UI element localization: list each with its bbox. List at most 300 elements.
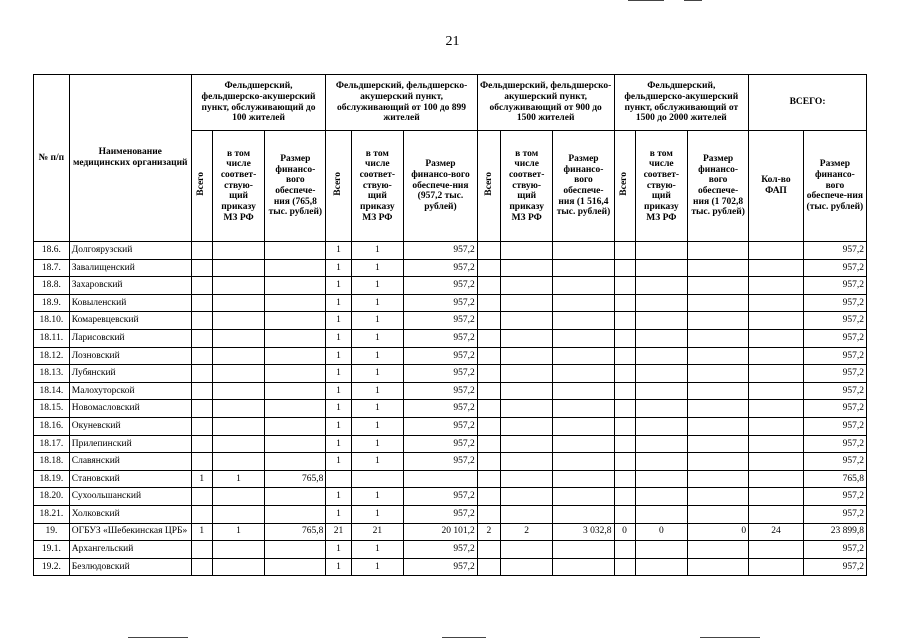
cell-value	[688, 558, 749, 576]
cell-value	[614, 505, 635, 523]
cell-value: 20 101,2	[404, 523, 478, 541]
cell-value: 957,2	[404, 541, 478, 559]
org-name: Прилепинский	[69, 435, 191, 453]
cell-value	[212, 347, 265, 365]
cell-value	[614, 329, 635, 347]
cell-value	[500, 541, 553, 559]
cell-value	[265, 505, 326, 523]
header-group-1: Фельдшерский, фельдшерско-акушерский пункт, обслуживающий до 100 жителей	[191, 75, 326, 131]
table-row	[34, 505, 867, 523]
header-row-groups	[34, 75, 867, 131]
row-number: 18.10.	[34, 312, 70, 330]
cell-value: 1	[326, 259, 351, 277]
header-num: № п/п	[34, 75, 70, 242]
cell-value: 957,2	[404, 453, 478, 471]
header-kol-fap: Кол-во ФАП	[749, 131, 804, 242]
cell-value	[749, 470, 804, 488]
cell-value	[265, 259, 326, 277]
row-total: 957,2	[803, 347, 866, 365]
cell-value	[749, 435, 804, 453]
org-name: Становский	[69, 470, 191, 488]
header-vtom-4: в том числе соответ-ствую-щий приказу МЗ РФ	[635, 131, 688, 242]
cell-value	[500, 347, 553, 365]
cell-value	[635, 541, 688, 559]
cell-value	[265, 541, 326, 559]
cell-value	[614, 312, 635, 330]
cell-value	[635, 347, 688, 365]
table-row	[34, 488, 867, 506]
cell-value	[212, 312, 265, 330]
row-total: 957,2	[803, 312, 866, 330]
cell-value: 0	[688, 523, 749, 541]
header-org: Наименование медицинских организаций	[69, 75, 191, 242]
cell-value	[635, 435, 688, 453]
row-total: 765,8	[803, 470, 866, 488]
table-row	[34, 347, 867, 365]
row-number: 18.6.	[34, 242, 70, 260]
cell-value	[614, 435, 635, 453]
cell-value	[212, 400, 265, 418]
cell-value	[265, 417, 326, 435]
cell-value	[477, 488, 500, 506]
cell-value	[500, 312, 553, 330]
row-total: 957,2	[803, 400, 866, 418]
cell-value	[265, 329, 326, 347]
row-number: 18.12.	[34, 347, 70, 365]
cell-value: 1	[191, 470, 212, 488]
cell-value	[614, 453, 635, 471]
row-number: 19.	[34, 523, 70, 541]
header-vtom-1: в том числе соответ-ствую-щий приказу МЗ РФ	[212, 131, 265, 242]
header-vsego-3	[477, 131, 500, 242]
cell-value	[749, 347, 804, 365]
cell-value: 1	[326, 242, 351, 260]
cell-value	[212, 417, 265, 435]
cell-value	[553, 242, 614, 260]
cell-value: 1	[351, 488, 404, 506]
cell-value	[635, 382, 688, 400]
cell-value: 2	[500, 523, 553, 541]
header-total-fin: Размер финансо-вого обеспече-ния (тыс. рублей)	[803, 131, 866, 242]
row-total: 957,2	[803, 242, 866, 260]
cell-value	[635, 488, 688, 506]
cell-value: 21	[326, 523, 351, 541]
cell-value	[500, 400, 553, 418]
cell-value: 957,2	[404, 505, 478, 523]
cell-value: 21	[351, 523, 404, 541]
cell-value: 1	[326, 400, 351, 418]
org-name: Лозновский	[69, 347, 191, 365]
cell-value: 957,2	[404, 329, 478, 347]
cell-value	[500, 365, 553, 383]
org-name: Славянский	[69, 453, 191, 471]
cell-value	[212, 294, 265, 312]
cell-value	[212, 259, 265, 277]
cell-value	[477, 417, 500, 435]
cell-value	[688, 347, 749, 365]
org-name: Холковский	[69, 505, 191, 523]
org-name: Захаровский	[69, 277, 191, 295]
cell-value	[635, 277, 688, 295]
row-total: 957,2	[803, 382, 866, 400]
cell-value	[500, 417, 553, 435]
header-group-total: ВСЕГО:	[749, 75, 867, 131]
cell-value: 1	[191, 523, 212, 541]
cell-value: 1	[351, 329, 404, 347]
cell-value: 24	[749, 523, 804, 541]
table-row	[34, 541, 867, 559]
org-name: Сухоольшанский	[69, 488, 191, 506]
row-number: 18.18.	[34, 453, 70, 471]
scan-mark	[628, 0, 664, 1]
header-vsego-2	[326, 131, 351, 242]
cell-value	[265, 382, 326, 400]
cell-value: 1	[351, 365, 404, 383]
cell-value	[191, 365, 212, 383]
cell-value	[212, 365, 265, 383]
cell-value	[635, 505, 688, 523]
cell-value	[477, 400, 500, 418]
cell-value	[265, 453, 326, 471]
cell-value	[191, 312, 212, 330]
scan-mark	[700, 637, 760, 638]
cell-value	[749, 277, 804, 295]
header-vtom-2: в том числе соответ-ствую-щий приказу МЗ РФ	[351, 131, 404, 242]
cell-value: 1	[326, 294, 351, 312]
cell-value	[614, 365, 635, 383]
row-total: 23 899,8	[803, 523, 866, 541]
cell-value	[191, 541, 212, 559]
table-row	[34, 417, 867, 435]
cell-value	[688, 488, 749, 506]
cell-value	[477, 435, 500, 453]
cell-value: 1	[326, 312, 351, 330]
cell-value	[191, 347, 212, 365]
cell-value	[191, 329, 212, 347]
cell-value: 1	[351, 277, 404, 295]
cell-value: 0	[614, 523, 635, 541]
table-row	[34, 365, 867, 383]
cell-value	[265, 242, 326, 260]
row-number: 18.17.	[34, 435, 70, 453]
row-number: 18.15.	[34, 400, 70, 418]
financing-table	[33, 74, 867, 576]
row-number: 19.2.	[34, 558, 70, 576]
cell-value: 765,8	[265, 523, 326, 541]
cell-value: 957,2	[404, 435, 478, 453]
cell-value	[614, 558, 635, 576]
header-vsego-label: Всего	[333, 172, 344, 197]
cell-value: 1	[351, 505, 404, 523]
cell-value: 957,2	[404, 312, 478, 330]
cell-value	[553, 259, 614, 277]
cell-value	[212, 435, 265, 453]
cell-value	[688, 400, 749, 418]
cell-value	[688, 435, 749, 453]
cell-value: 1	[351, 541, 404, 559]
cell-value	[477, 294, 500, 312]
cell-value	[500, 558, 553, 576]
cell-value: 1	[326, 488, 351, 506]
table-row	[34, 329, 867, 347]
cell-value: 1	[326, 382, 351, 400]
header-vsego-label: Всего	[483, 172, 494, 197]
cell-value	[635, 400, 688, 418]
cell-value: 1	[326, 347, 351, 365]
header-vsego-4	[614, 131, 635, 242]
table-row	[34, 470, 867, 488]
cell-value	[635, 558, 688, 576]
org-name: Окуневский	[69, 417, 191, 435]
cell-value	[500, 488, 553, 506]
cell-value: 957,2	[404, 558, 478, 576]
cell-value	[191, 558, 212, 576]
cell-value	[553, 417, 614, 435]
table-row	[34, 453, 867, 471]
cell-value	[635, 453, 688, 471]
cell-value	[688, 329, 749, 347]
cell-value: 1	[351, 400, 404, 418]
cell-value: 0	[635, 523, 688, 541]
table-row	[34, 382, 867, 400]
cell-value: 1	[212, 470, 265, 488]
cell-value	[749, 558, 804, 576]
cell-value	[191, 453, 212, 471]
cell-value: 1	[351, 382, 404, 400]
table-row	[34, 435, 867, 453]
cell-value: 957,2	[404, 347, 478, 365]
row-total: 957,2	[803, 453, 866, 471]
cell-value	[500, 505, 553, 523]
cell-value	[191, 259, 212, 277]
cell-value	[553, 435, 614, 453]
cell-value	[500, 294, 553, 312]
cell-value	[553, 400, 614, 418]
row-total: 957,2	[803, 417, 866, 435]
table-row	[34, 259, 867, 277]
cell-value: 1	[326, 505, 351, 523]
cell-value: 957,2	[404, 382, 478, 400]
cell-value	[265, 277, 326, 295]
cell-value	[688, 242, 749, 260]
row-number: 18.9.	[34, 294, 70, 312]
cell-value	[191, 435, 212, 453]
cell-value	[553, 558, 614, 576]
table-row	[34, 277, 867, 295]
cell-value	[553, 541, 614, 559]
cell-value	[477, 505, 500, 523]
row-number: 18.11.	[34, 329, 70, 347]
cell-value: 1	[326, 417, 351, 435]
cell-value	[191, 505, 212, 523]
table-body	[34, 242, 867, 576]
cell-value: 1	[351, 347, 404, 365]
cell-value	[500, 277, 553, 295]
table-row	[34, 400, 867, 418]
cell-value	[749, 488, 804, 506]
cell-value	[749, 382, 804, 400]
cell-value	[688, 277, 749, 295]
cell-value	[688, 470, 749, 488]
cell-value	[553, 347, 614, 365]
cell-value: 1	[326, 329, 351, 347]
header-vsego-label: Всего	[196, 172, 207, 197]
cell-value	[749, 312, 804, 330]
cell-value: 1	[351, 242, 404, 260]
cell-value	[191, 294, 212, 312]
org-name: Новомасловский	[69, 400, 191, 418]
cell-value	[553, 470, 614, 488]
cell-value	[688, 312, 749, 330]
org-name: Ковыленский	[69, 294, 191, 312]
org-name: Лубянский	[69, 365, 191, 383]
cell-value: 1	[212, 523, 265, 541]
cell-value	[212, 382, 265, 400]
header-group-4: Фельдшерский, фельдшерско-акушерский пункт, обслуживающий от 1500 до 2000 жителей	[614, 75, 749, 131]
cell-value	[553, 365, 614, 383]
cell-value	[635, 329, 688, 347]
cell-value: 3 032,8	[553, 523, 614, 541]
cell-value: 957,2	[404, 277, 478, 295]
scan-mark	[442, 637, 486, 638]
cell-value	[749, 400, 804, 418]
cell-value: 1	[351, 435, 404, 453]
cell-value	[191, 242, 212, 260]
cell-value	[191, 400, 212, 418]
cell-value	[477, 312, 500, 330]
cell-value	[477, 259, 500, 277]
cell-value	[688, 294, 749, 312]
cell-value: 957,2	[404, 294, 478, 312]
cell-value	[614, 294, 635, 312]
row-total: 957,2	[803, 505, 866, 523]
cell-value	[635, 365, 688, 383]
cell-value	[265, 558, 326, 576]
row-total: 957,2	[803, 558, 866, 576]
cell-value	[553, 488, 614, 506]
cell-value	[265, 400, 326, 418]
cell-value	[688, 453, 749, 471]
header-vsego-label: Всего	[619, 172, 630, 197]
cell-value	[477, 382, 500, 400]
org-name: Безлюдовский	[69, 558, 191, 576]
cell-value	[265, 294, 326, 312]
cell-value	[614, 347, 635, 365]
cell-value	[477, 453, 500, 471]
cell-value	[477, 329, 500, 347]
cell-value	[614, 259, 635, 277]
header-vsego-1	[191, 131, 212, 242]
cell-value	[477, 541, 500, 559]
cell-value	[688, 505, 749, 523]
cell-value	[553, 382, 614, 400]
cell-value	[614, 277, 635, 295]
cell-value	[688, 417, 749, 435]
cell-value	[477, 558, 500, 576]
cell-value	[749, 541, 804, 559]
row-number: 18.21.	[34, 505, 70, 523]
cell-value	[212, 541, 265, 559]
cell-value	[265, 312, 326, 330]
cell-value	[749, 505, 804, 523]
cell-value	[212, 242, 265, 260]
cell-value	[614, 470, 635, 488]
row-total: 957,2	[803, 259, 866, 277]
org-name: Малохуторской	[69, 382, 191, 400]
cell-value	[688, 365, 749, 383]
cell-value	[500, 382, 553, 400]
row-total: 957,2	[803, 294, 866, 312]
row-total: 957,2	[803, 435, 866, 453]
cell-value: 1	[351, 558, 404, 576]
table-row	[34, 312, 867, 330]
cell-value	[614, 242, 635, 260]
cell-value	[326, 470, 351, 488]
row-number: 19.1.	[34, 541, 70, 559]
cell-value	[500, 470, 553, 488]
row-number: 18.7.	[34, 259, 70, 277]
cell-value	[500, 242, 553, 260]
cell-value	[553, 294, 614, 312]
org-name: Ларисовский	[69, 329, 191, 347]
cell-value	[191, 382, 212, 400]
org-name: ОГБУЗ «Шебекинская ЦРБ»	[69, 523, 191, 541]
cell-value	[553, 277, 614, 295]
cell-value	[749, 259, 804, 277]
scan-mark	[684, 0, 702, 1]
cell-value	[635, 294, 688, 312]
cell-value: 957,2	[404, 488, 478, 506]
table-row	[34, 558, 867, 576]
cell-value	[265, 435, 326, 453]
cell-value	[635, 417, 688, 435]
cell-value	[635, 470, 688, 488]
org-name: Долгоярузский	[69, 242, 191, 260]
cell-value	[553, 453, 614, 471]
header-fin-4: Размер финансо-вого обеспече-ния (1 702,8 тыс. рублей)	[688, 131, 749, 242]
cell-value: 957,2	[404, 259, 478, 277]
cell-value: 1	[351, 312, 404, 330]
cell-value	[500, 259, 553, 277]
cell-value	[614, 417, 635, 435]
cell-value	[212, 453, 265, 471]
row-total: 957,2	[803, 329, 866, 347]
row-number: 18.19.	[34, 470, 70, 488]
header-fin-3: Размер финансо-вого обеспече-ния (1 516,4 тыс. рублей)	[553, 131, 614, 242]
cell-value: 1	[326, 453, 351, 471]
cell-value	[477, 242, 500, 260]
table-row	[34, 294, 867, 312]
row-number: 18.16.	[34, 417, 70, 435]
cell-value	[191, 277, 212, 295]
page-number: 21	[445, 34, 460, 49]
cell-value	[212, 277, 265, 295]
org-name: Архангельский	[69, 541, 191, 559]
cell-value	[477, 277, 500, 295]
cell-value	[553, 505, 614, 523]
cell-value	[212, 488, 265, 506]
header-fin-2: Размер финансо-вого обеспече-ния (957,2 тыс. рублей)	[404, 131, 478, 242]
cell-value	[477, 470, 500, 488]
row-number: 18.13.	[34, 365, 70, 383]
cell-value	[635, 259, 688, 277]
cell-value: 1	[326, 277, 351, 295]
cell-value	[688, 541, 749, 559]
row-number: 18.20.	[34, 488, 70, 506]
cell-value	[351, 470, 404, 488]
cell-value	[749, 365, 804, 383]
cell-value: 1	[326, 558, 351, 576]
